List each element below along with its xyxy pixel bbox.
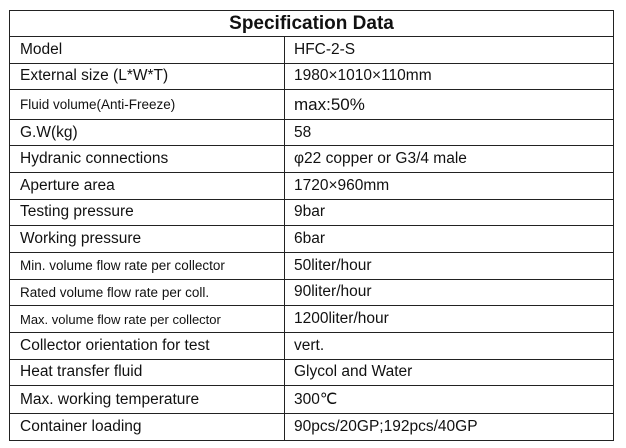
table-row (10, 226, 614, 253)
table-row (10, 332, 614, 359)
row-value-model: HFC-2-S (285, 37, 614, 64)
row-label-collector-orientation: Collector orientation for test (10, 332, 285, 359)
row-label-rated-flow-rate: Rated volume flow rate per coll. (10, 279, 285, 306)
row-label-gross-weight: G.W(kg) (10, 119, 285, 146)
table-row (10, 90, 614, 119)
table-row (10, 37, 614, 64)
row-value-max-flow-rate: 1200liter/hour (285, 306, 614, 333)
table-row (10, 252, 614, 279)
row-value-max-working-temperature: 300℃ (285, 386, 614, 414)
table-row (10, 279, 614, 306)
row-value-collector-orientation: vert. (285, 332, 614, 359)
row-label-min-flow-rate: Min. volume flow rate per collector (10, 252, 285, 279)
row-value-hydranic-connections: φ22 copper or G3/4 male (285, 146, 614, 173)
table-row (10, 386, 614, 414)
table-row (10, 119, 614, 146)
row-label-model: Model (10, 37, 285, 64)
row-value-heat-transfer-fluid: Glycol and Water (285, 359, 614, 386)
table-title: Specification Data (10, 11, 614, 37)
table-row (10, 173, 614, 200)
row-label-max-working-temperature: Max. working temperature (10, 386, 285, 414)
table-header-row (10, 11, 614, 37)
row-label-external-size: External size (L*W*T) (10, 63, 285, 90)
table-row (10, 414, 614, 441)
row-value-testing-pressure: 9bar (285, 199, 614, 226)
row-label-aperture-area: Aperture area (10, 173, 285, 200)
row-label-heat-transfer-fluid: Heat transfer fluid (10, 359, 285, 386)
row-value-container-loading: 90pcs/20GP;192pcs/40GP (285, 414, 614, 441)
table-row (10, 63, 614, 90)
specification-table (9, 10, 614, 441)
row-value-rated-flow-rate: 90liter/hour (285, 279, 614, 306)
row-value-min-flow-rate: 50liter/hour (285, 252, 614, 279)
row-value-fluid-volume: max:50% (285, 90, 614, 119)
row-label-container-loading: Container loading (10, 414, 285, 441)
row-label-hydranic-connections: Hydranic connections (10, 146, 285, 173)
table-row (10, 146, 614, 173)
row-value-gross-weight: 58 (285, 119, 614, 146)
row-value-working-pressure: 6bar (285, 226, 614, 253)
row-label-working-pressure: Working pressure (10, 226, 285, 253)
row-value-external-size: 1980×1010×110mm (285, 63, 614, 90)
table-row (10, 306, 614, 333)
row-label-testing-pressure: Testing pressure (10, 199, 285, 226)
row-label-fluid-volume: Fluid volume(Anti-Freeze) (10, 90, 285, 119)
row-value-aperture-area: 1720×960mm (285, 173, 614, 200)
table-row (10, 199, 614, 226)
table-row (10, 359, 614, 386)
row-label-max-flow-rate: Max. volume flow rate per collector (10, 306, 285, 333)
